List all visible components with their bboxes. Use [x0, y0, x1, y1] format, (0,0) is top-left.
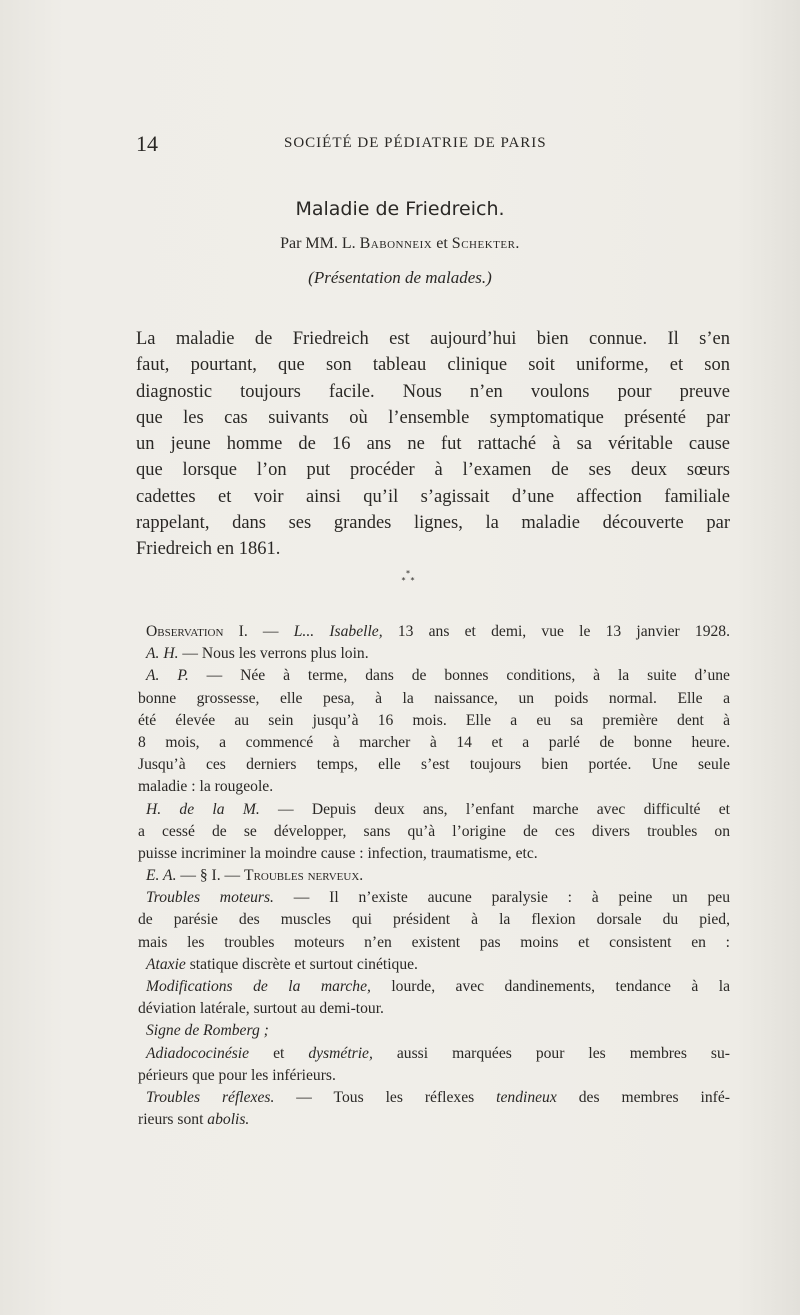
- author-babonneix: Babonneix: [359, 235, 433, 252]
- ah-line: [138, 643, 730, 665]
- observation-date: 13 ans et demi, vue le 13 janvier 1928.: [382, 623, 730, 640]
- adiado-text: aussi marquées pour les membres su-: [372, 1044, 730, 1062]
- hm-label: H. de la M.: [146, 800, 260, 818]
- adiado-line: [138, 1043, 730, 1065]
- hm-text: — Depuis deux ans, l’enfant marche avec difficulté et: [259, 800, 730, 818]
- ea-text: — § I. —: [176, 867, 245, 885]
- modif-label: Modifications de la marche,: [146, 978, 371, 995]
- romberg-line: [138, 1020, 730, 1042]
- ap-cont-line: bonne grossesse, elle pesa, à la naissance, un poids normal. Elle a: [138, 689, 730, 707]
- adiado-label: Adiadococinésie: [146, 1044, 250, 1062]
- article-title: Maladie de Friedreich.: [295, 198, 505, 220]
- ea-line: [138, 865, 730, 887]
- tm-cont-line: de parésie des muscles qui président à la flexion dorsale du pied,: [138, 911, 730, 929]
- tm-line: [138, 887, 730, 909]
- tm-label: Troubles moteurs.: [146, 889, 274, 907]
- page-number: 14: [136, 131, 158, 156]
- ap-text: — Née à terme, dans de bonnes conditions, à la suite d’une: [188, 667, 730, 685]
- tm-cont-line: mais les troubles moteurs n’en existent pas moins et consistent en :: [138, 933, 730, 951]
- ea-label: E. A.: [146, 867, 177, 885]
- intro-line: Friedreich en 1861.: [136, 539, 281, 560]
- ap-cont-line: 8 mois, a commencé à marcher à 14 et a parlé de bonne heure.: [138, 733, 730, 751]
- patient-name: Isabelle,: [329, 623, 383, 640]
- reflexes-line: [138, 1087, 730, 1109]
- observation-label: Observation I.: [146, 623, 248, 640]
- page-header: [136, 131, 730, 155]
- running-title: SOCIÉTÉ DE PÉDIATRIE DE PARIS: [284, 135, 547, 151]
- ea-section: Troubles nerveux.: [244, 867, 364, 885]
- intro-line: cadettes et voir ainsi qu’il s’agissait d’une affection familiale: [136, 486, 730, 507]
- ataxie-line: [138, 954, 730, 976]
- ap-cont-line: Jusqu’à ces derniers temps, elle s’est toujours bien portée. Une seule: [138, 756, 730, 774]
- intro-line: diagnostic toujours facile. Nous n’en voulons pour preuve: [136, 381, 730, 402]
- ap-cont-line: été élevée au sein jusqu’à 16 mois. Elle a eu sa première dent à: [138, 711, 730, 729]
- tendineux-label: tendineux: [496, 1088, 557, 1106]
- intro-paragraph: [136, 326, 730, 563]
- authors-prefix: Par MM. L.: [280, 235, 356, 252]
- romberg-label: Signe de Romberg ;: [146, 1022, 269, 1040]
- reflexes-cont-line: [138, 1109, 730, 1131]
- hm-cont-line: a cessé de se développer, sans qu’à l’origine de ces divers troubles on: [138, 822, 730, 840]
- article-authors: [0, 235, 800, 253]
- ah-label: A. H.: [146, 645, 179, 663]
- tm-text: — Il n’existe aucune paralysie : à peine un peu: [273, 889, 730, 907]
- dysmetrie-label: dysmétrie,: [308, 1044, 373, 1062]
- reflexes-label: Troubles réflexes.: [146, 1088, 275, 1106]
- ah-text: — Nous les verrons plus loin.: [178, 645, 369, 663]
- presentation-note: (Présentation de malades.): [308, 268, 492, 287]
- modif-line: [138, 976, 730, 998]
- ataxie-label: Ataxie: [146, 955, 186, 973]
- asterism-separator: [388, 570, 428, 584]
- adiado-cont-line: périeurs que pour les inférieurs.: [138, 1066, 336, 1084]
- intro-line: faut, pourtant, que son tableau clinique soit uniforme, et son: [136, 355, 730, 376]
- authors-conjunction: et: [436, 235, 448, 252]
- reflexes-text: — Tous les réflexes: [274, 1088, 497, 1106]
- author-schekter: Schekter.: [451, 235, 520, 252]
- intro-line: La maladie de Friedreich est aujourd’hui bien connue. Il s’en: [136, 329, 730, 349]
- reflexes-text-2: des membres infé-: [556, 1088, 730, 1106]
- conjunction: et: [249, 1044, 309, 1062]
- intro-line: rappelant, dans ses grandes lignes, la maladie découverte par: [136, 513, 730, 534]
- asterism-star: *: [406, 569, 410, 578]
- patient-initial: L...: [293, 623, 315, 640]
- asterism-star: *: [410, 576, 415, 585]
- ataxie-text: statique discrète et surtout cinétique.: [185, 955, 418, 973]
- ap-label: A. P.: [146, 667, 189, 685]
- abolis-label: abolis.: [207, 1111, 250, 1129]
- intro-line: que les cas suivants où l’ensemble symptomatique présenté par: [136, 407, 730, 428]
- hm-line: [138, 799, 730, 821]
- modif-cont-line: déviation latérale, surtout au demi-tour.: [138, 1000, 384, 1018]
- observation-section: [138, 621, 730, 1131]
- observation-heading: [138, 621, 730, 643]
- dash: —: [247, 623, 294, 640]
- ap-cont-line: maladie : la rougeole.: [138, 778, 274, 796]
- reflexes-cont-text: rieurs sont: [138, 1111, 208, 1129]
- intro-line: un jeune homme de 16 ans ne fut rattaché à sa véritable cause: [136, 434, 730, 455]
- hm-cont-line: puisse incriminer la moindre cause : infection, traumatisme, etc.: [138, 844, 538, 862]
- intro-line: que lorsque l’on put procéder à l’examen de ses deux sœurs: [136, 460, 730, 481]
- modif-text: lourde, avec dandinements, tendance à la: [370, 978, 730, 995]
- ap-line: [138, 665, 730, 687]
- asterism-star: *: [401, 576, 406, 585]
